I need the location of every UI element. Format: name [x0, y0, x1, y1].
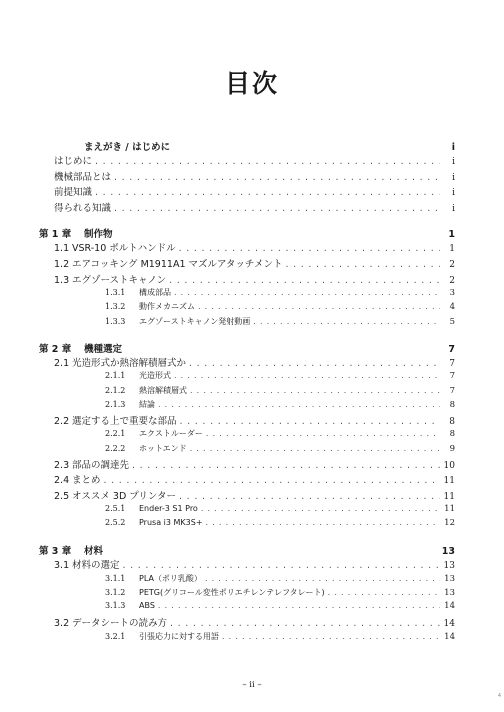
toc-leader-dots: [132, 460, 440, 471]
toc-subsection-entry[interactable]: [39, 316, 455, 330]
toc-entry-page: 13: [444, 587, 455, 598]
toc-leader-dots: [123, 560, 440, 571]
toc-section-entry[interactable]: [39, 184, 455, 200]
corner-mark: 4: [497, 693, 501, 699]
toc-entry-page: 12: [444, 517, 455, 528]
toc-leader-dots: [222, 632, 440, 641]
toc-leader-dots: [205, 574, 440, 583]
toc-section-entry[interactable]: [39, 488, 455, 504]
toc-entry-label: 制作物: [84, 229, 113, 241]
toc-entry-number: 第 1 章: [39, 229, 72, 241]
toc-entry-page: 13: [444, 573, 455, 584]
toc-leader-dots: [104, 475, 440, 486]
toc-chapter-heading[interactable]: [39, 139, 455, 153]
toc-leader-dots: [328, 588, 440, 597]
toc-entry-label: Ender-3 S1 Pro: [139, 503, 198, 513]
toc-entry-page: i: [452, 203, 455, 214]
toc-chapter-heading[interactable]: [39, 543, 455, 557]
toc-entry-label: 光造形式: [139, 371, 171, 381]
toc-entry-page: i: [452, 188, 455, 199]
toc-entry-label: 結論: [139, 399, 155, 409]
toc-leader-dots: [253, 317, 440, 326]
toc-entry-number: 2.2.2: [105, 443, 126, 453]
toc-entry-page: 2: [449, 259, 455, 270]
toc-section-entry[interactable]: [39, 169, 455, 185]
toc-subsection-entry[interactable]: [39, 601, 455, 615]
toc-entry-page: 13: [443, 561, 455, 571]
toc-entry-label: 得られる知識: [54, 202, 112, 214]
toc-entry-page: 10: [443, 460, 455, 471]
toc-leader-dots: [114, 172, 440, 183]
toc-entry-number: 3.1.3: [105, 600, 126, 610]
toc-entry-page: 4: [449, 302, 455, 313]
page-number-footer: – ii –: [242, 680, 262, 690]
toc-chapter-heading[interactable]: [39, 226, 455, 240]
toc-leader-dots: [180, 416, 440, 427]
toc-entry-label: 機械部品とは: [54, 171, 112, 183]
toc-entry-label: 部品の調達先: [72, 459, 130, 471]
toc-section-entry[interactable]: [39, 153, 455, 169]
toc-entry-page: 3: [449, 288, 455, 299]
toc-subsection-entry[interactable]: [39, 399, 455, 413]
toc-subsection-entry[interactable]: [39, 370, 455, 384]
toc-leader-dots: [95, 156, 440, 167]
toc-entry-page: 8: [449, 429, 455, 440]
toc-entry-page: i: [451, 142, 455, 153]
toc-section-entry[interactable]: [39, 413, 455, 429]
toc-section-entry[interactable]: [39, 557, 455, 573]
toc-leader-dots: [206, 429, 440, 438]
toc-entry-number: 第 2 章: [39, 343, 72, 355]
toc-entry-label: エクストルーダー: [139, 429, 203, 439]
toc-entry-label: 構成部品: [139, 288, 171, 298]
toc-subsection-entry[interactable]: [39, 385, 455, 399]
toc-leader-dots: [189, 358, 440, 369]
toc-leader-dots: [190, 386, 440, 395]
toc-entry-number: 1.2: [54, 258, 70, 270]
toc-entry-page: 9: [449, 443, 455, 454]
toc-entry-label: 材料の選定: [72, 560, 120, 571]
toc-entry-label: ホットエンド: [139, 443, 187, 453]
toc-entry-page: i: [452, 172, 455, 183]
toc-entry-number: 1.3: [54, 274, 70, 286]
toc-subsection-entry[interactable]: [39, 287, 455, 301]
toc-subsection-entry[interactable]: [39, 573, 455, 587]
toc-entry-label: エグゾーストキャノン発射動画: [139, 316, 251, 326]
toc-section-entry[interactable]: [39, 272, 455, 288]
toc-leader-dots: [174, 288, 440, 297]
toc-entry-number: 1.3.2: [105, 302, 126, 312]
toc-entry-label: 選定する上で重要な部品: [72, 415, 177, 427]
toc-entry-page: 14: [443, 619, 455, 630]
toc-entry-page: 11: [443, 492, 455, 503]
toc-entry-number: 3.1.1: [105, 573, 126, 583]
toc-entry-label: 熱溶解積層式: [139, 385, 187, 395]
toc-entry-page: i: [452, 157, 455, 167]
toc-entry-label: 前提知識: [54, 187, 93, 199]
toc-section-entry[interactable]: [39, 200, 455, 216]
table-of-contents: [39, 139, 455, 645]
toc-entry-number: 1.1: [54, 243, 70, 255]
toc-entry-label: 光造形式か熱溶解積層式か: [72, 357, 187, 369]
toc-subsection-entry[interactable]: [39, 518, 455, 532]
toc-entry-page: 14: [444, 600, 455, 611]
toc-section-entry[interactable]: [39, 355, 455, 371]
toc-entry-label: まとめ: [72, 475, 101, 487]
toc-entry-label: Prusa i3 MK3S+: [139, 517, 203, 527]
toc-leader-dots: [114, 203, 440, 214]
toc-entry-number: 2.2: [54, 415, 70, 427]
toc-leader-dots: [158, 400, 440, 409]
toc-leader-dots: [179, 243, 440, 254]
toc-entry-number: 2.3: [54, 459, 70, 471]
toc-entry-number: 2.1.3: [105, 399, 126, 409]
toc-leader-dots: [158, 601, 440, 610]
toc-entry-label: データシートの読み方: [72, 618, 168, 630]
toc-entry-page: 7: [449, 385, 455, 396]
toc-entry-number: 3.1.2: [105, 587, 126, 597]
toc-entry-number: 2.5.1: [105, 503, 126, 513]
toc-entry-page: 8: [449, 399, 455, 410]
toc-entry-number: 2.2.1: [105, 429, 126, 439]
toc-entry-label: オススメ 3D プリンター: [72, 491, 177, 503]
toc-entry-label: PETG(グリコール変性ポリエチレンテレフタレート): [139, 587, 325, 597]
toc-entry-number: 3.1: [54, 560, 70, 571]
toc-leader-dots: [174, 371, 440, 380]
toc-section-entry[interactable]: [39, 457, 455, 473]
toc-entry-number: 2.1: [54, 357, 70, 369]
toc-entry-number: 3.2.1: [105, 631, 126, 641]
toc-subsection-entry[interactable]: [39, 504, 455, 518]
toc-leader-dots: [179, 491, 440, 502]
toc-entry-page: 2: [449, 275, 455, 286]
toc-subsection-entry[interactable]: [39, 443, 455, 457]
toc-chapter-heading[interactable]: [39, 341, 455, 355]
toc-entry-number: 2.1.2: [105, 385, 126, 395]
toc-entry-page: 13: [441, 546, 455, 557]
toc-entry-page: 1: [448, 229, 455, 241]
toc-section-entry[interactable]: [39, 615, 455, 631]
toc-leader-dots: [201, 504, 440, 513]
toc-entry-number: 2.5.2: [105, 517, 126, 527]
toc-entry-number: 1.3.1: [105, 288, 126, 298]
toc-entry-label: エグゾーストキャノン: [72, 274, 167, 286]
page-title: 目次: [224, 69, 279, 98]
toc-entry-label: ABS: [139, 600, 155, 610]
toc-entry-label: 材料: [84, 546, 104, 557]
toc-entry-page: 7: [449, 371, 455, 382]
toc-entry-number: 1.3.3: [105, 316, 126, 326]
toc-subsection-entry[interactable]: [39, 587, 455, 601]
toc-section-entry[interactable]: [39, 256, 455, 272]
toc-subsection-entry[interactable]: [39, 428, 455, 442]
toc-entry-page: 5: [449, 316, 455, 327]
toc-entry-label: VSR-10 ボルトハンドル: [72, 243, 176, 255]
toc-entry-label: 動作メカニズム: [139, 302, 195, 312]
toc-leader-dots: [170, 618, 440, 629]
toc-entry-number: 3.2: [54, 618, 70, 630]
toc-entry-page: 14: [444, 631, 455, 642]
toc-entry-number: 2.4: [54, 475, 70, 487]
toc-entry-label: 機種選定: [84, 343, 123, 355]
toc-entry-label: 引張応力に対する用語: [139, 631, 219, 641]
toc-entry-page: 1: [449, 244, 455, 255]
toc-section-entry[interactable]: [39, 240, 455, 256]
toc-subsection-entry[interactable]: [39, 631, 455, 645]
toc-leader-dots: [206, 518, 440, 527]
toc-entry-number: 第 3 章: [39, 546, 72, 557]
toc-section-entry[interactable]: [39, 472, 455, 488]
toc-entry-page: 7: [449, 358, 455, 369]
toc-entry-label: PLA（ポリ乳酸）: [139, 573, 202, 583]
toc-entry-page: 11: [444, 503, 455, 514]
toc-subsection-entry[interactable]: [39, 301, 455, 315]
toc-entry-label: はじめに: [54, 156, 93, 167]
toc-entry-page: 11: [443, 476, 455, 487]
toc-entry-number: 2.5: [54, 491, 70, 503]
toc-entry-page: 7: [448, 343, 455, 355]
toc-leader-dots: [285, 259, 440, 270]
toc-leader-dots: [190, 444, 440, 453]
toc-entry-number: 2.1.1: [105, 371, 126, 381]
toc-leader-dots: [95, 187, 440, 198]
toc-entry-label: エアコッキング M1911A1 マズルアタッチメント: [72, 258, 283, 270]
toc-leader-dots: [198, 302, 440, 311]
toc-entry-page: 8: [449, 416, 455, 427]
toc-leader-dots: [169, 275, 440, 286]
toc-entry-label: まえがき / はじめに: [84, 142, 171, 153]
